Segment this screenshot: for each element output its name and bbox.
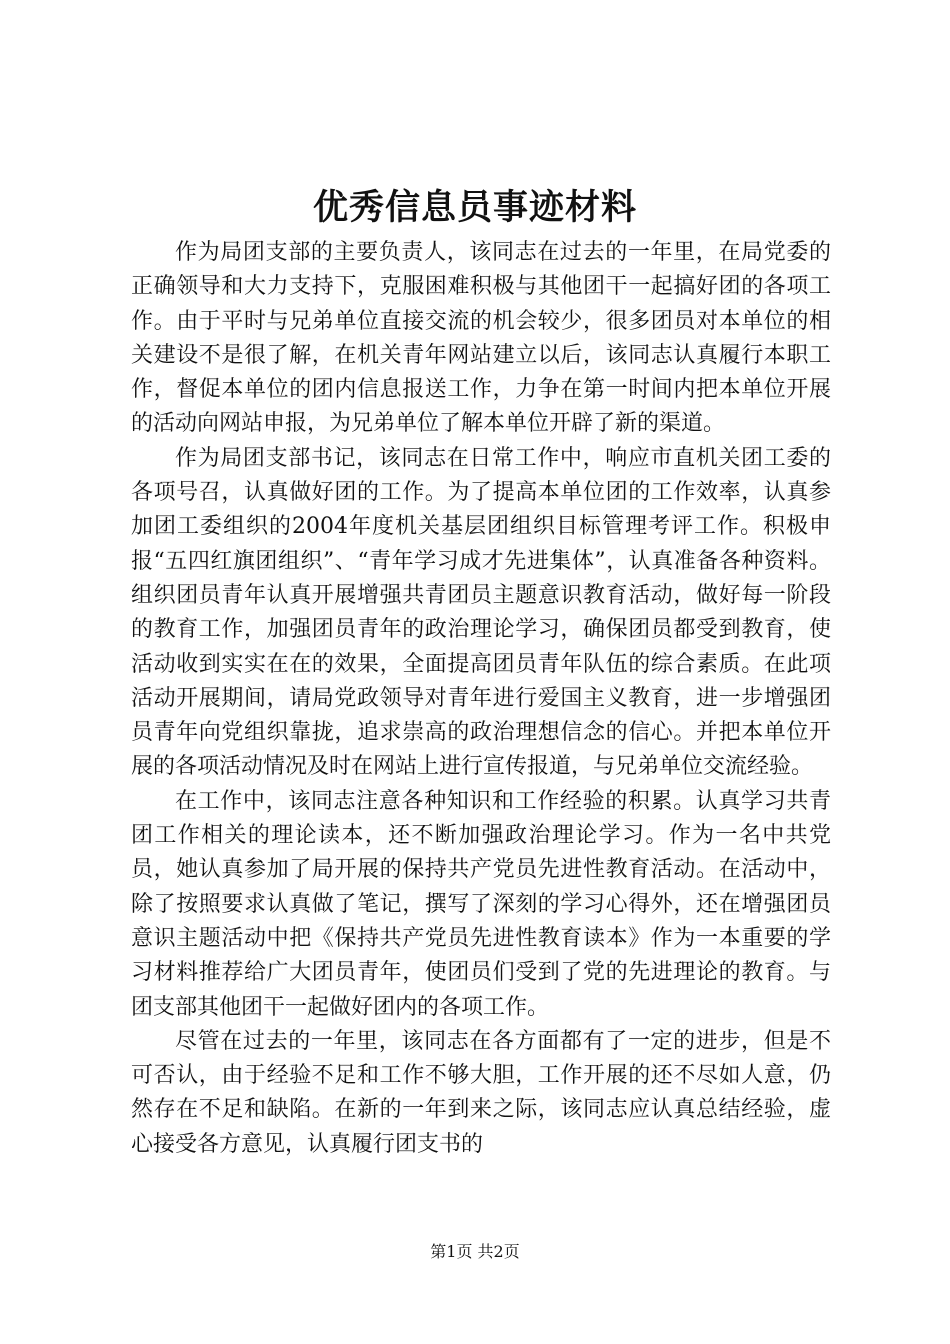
paragraph-2: 作为局团支部书记，该同志在日常工作中，响应市直机关团工委的各项号召，认真做好团的工作。为了提高本单位团的工作效率，认真参加团工委组织的2004年度机关基层团组织目标管理考评工作。积极申报“五四红旗团组织”、“青年学习成才先进集体”，认真准备各种资料。组织团员青年认真开展增强共青团员主题意识教育活动，做好每一阶段的教育工作，加强团员青年的政治理论学习，确保团员都受到教育，使活动收到实实在在的效果，全面提高团员青年队伍的综合素质。在此项活动开展期间，请局党政领导对青年进行爱国主义教育，进一步增强团员青年向党组织靠拢，追求崇高的政治理想信念的信心。并把本单位开展的各项活动情况及时在网站上进行宣传报道，与兄弟单位交流经验。 (131, 445, 831, 780)
paragraph-3: 在工作中，该同志注意各种知识和工作经验的积累。认真学习共青团工作相关的理论读本，还不断加强政治理论学习。作为一名中共党员，她认真参加了局开展的保持共产党员先进性教育活动。在活动中，除了按照要求认真做了笔记，撰写了深刻的学习心得外，还在增强团员意识主题活动中把《保持共产党员先进性教育读本》作为一本重要的学习材料推荐给广大团员青年，使团员们受到了党的先进理论的教育。与团支部其他团干一起做好团内的各项工作。 (131, 788, 831, 1020)
page-number-footer: 第1页 共2页 (430, 1242, 520, 1261)
paragraph-4: 尽管在过去的一年里，该同志在各方面都有了一定的进步，但是不可否认，由于经验不足和工作不够大胆，工作开展的还不尽如人意，仍然存在不足和缺陷。在新的一年到来之际，该同志应认真总结经验，虚心接受各方意见，认真履行团支书的 (131, 1028, 831, 1157)
document-title: 优秀信息员事迹材料 (312, 187, 637, 228)
document-body (131, 236, 831, 1162)
paragraph-1: 作为局团支部的主要负责人，该同志在过去的一年里，在局党委的正确领导和大力支持下，克服困难积极与其他团干一起搞好团的各项工作。由于平时与兄弟单位直接交流的机会较少，很多团员对本单位的相关建设不是很了解，在机关青年网站建立以后，该同志认真履行本职工作，督促本单位的团内信息报送工作，力争在第一时间内把本单位开展的活动向网站申报，为兄弟单位了解本单位开辟了新的渠道。 (131, 240, 831, 437)
